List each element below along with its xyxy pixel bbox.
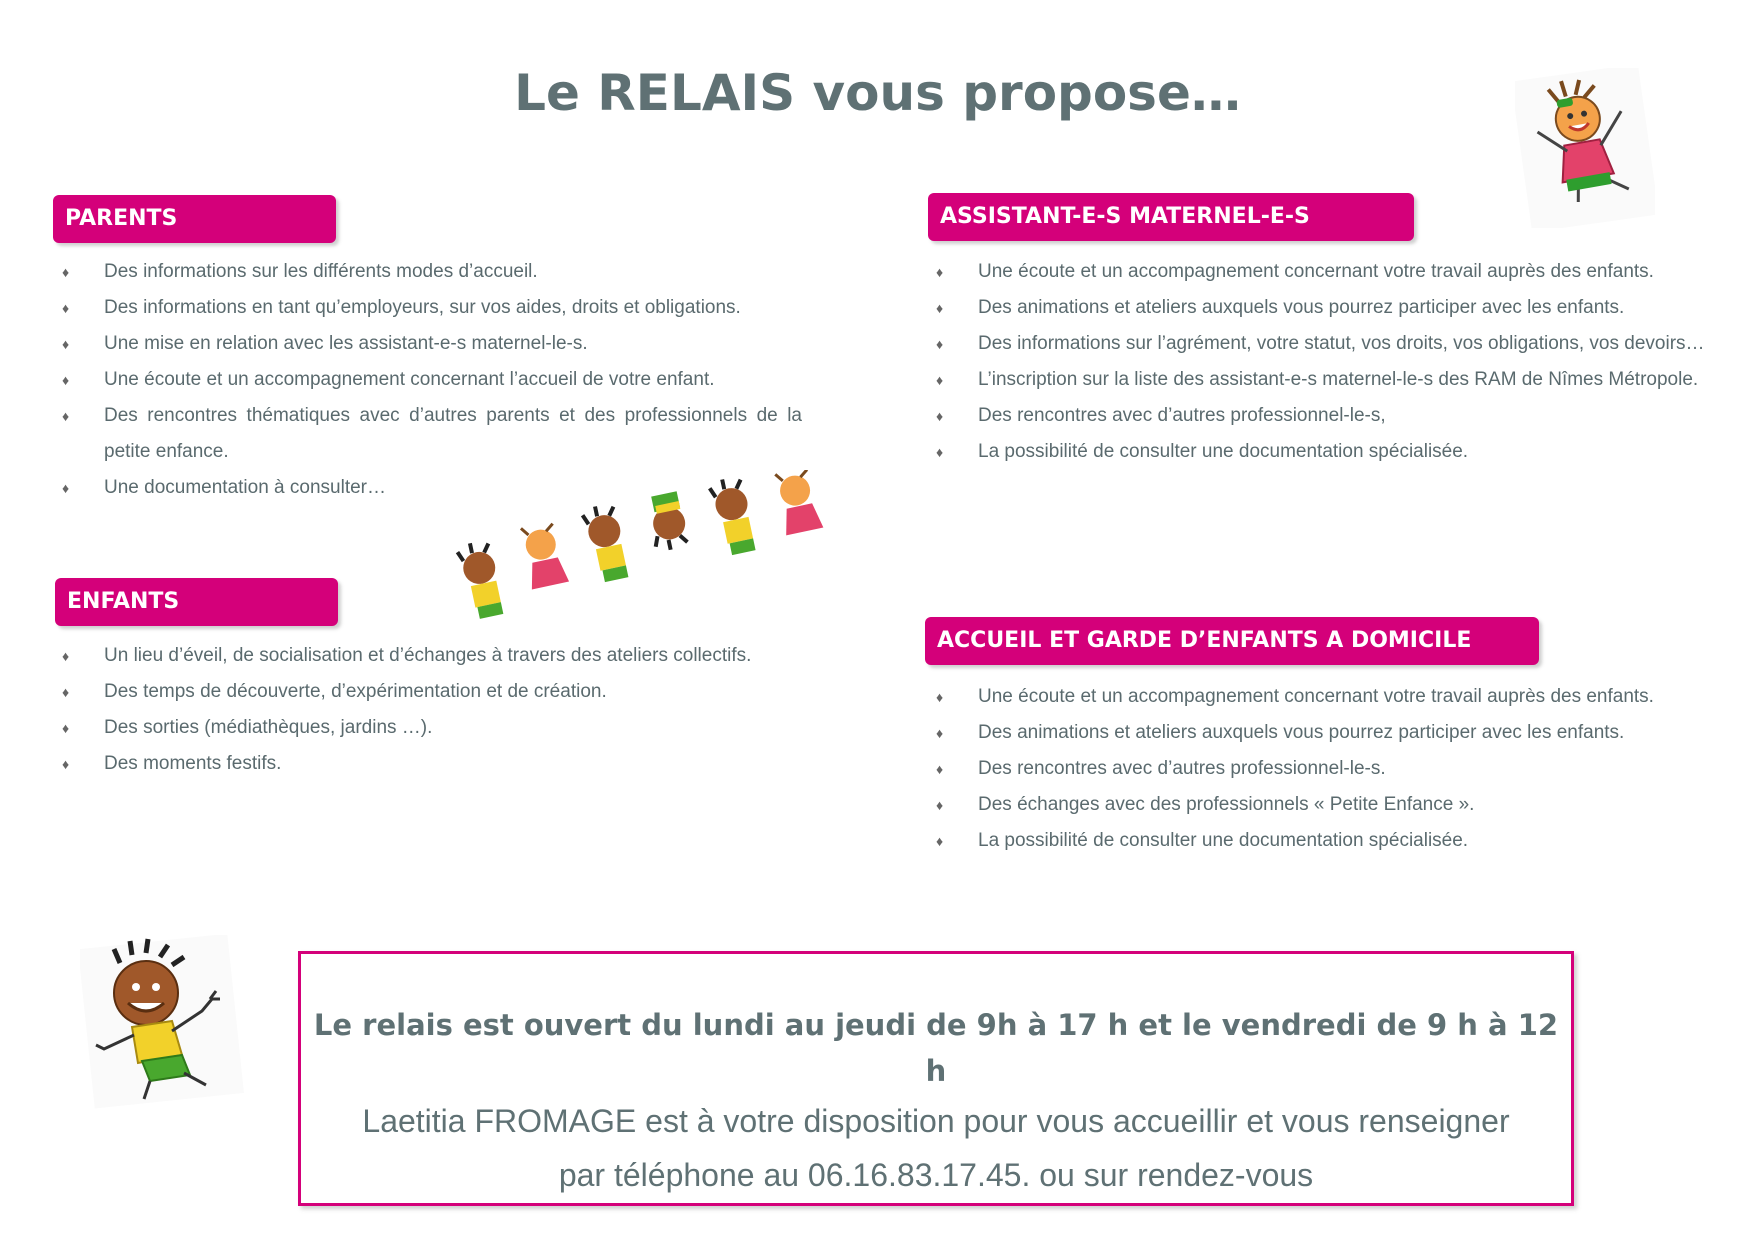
list-item-text: Des animations et ateliers auxquels vous pourrez participer avec les enfants. bbox=[978, 722, 1625, 743]
bullet-icon: ♦ bbox=[936, 408, 944, 424]
bullet-icon: ♦ bbox=[62, 372, 70, 388]
list-item bbox=[936, 751, 1706, 787]
section-header-assistants: ASSISTANT-E-S MATERNEL-E-S bbox=[928, 193, 1414, 241]
list-item-text: Une mise en relation avec les assistant-e-s maternel-le-s. bbox=[104, 333, 588, 354]
page-title: Le RELAIS vous propose… bbox=[514, 64, 1241, 122]
list-item bbox=[936, 715, 1706, 751]
enfants-list bbox=[62, 638, 802, 782]
bullet-icon: ♦ bbox=[936, 372, 944, 388]
list-item-text: Des moments festifs. bbox=[104, 753, 282, 774]
section-header-enfants: ENFANTS bbox=[55, 578, 338, 626]
domicile-list bbox=[936, 679, 1706, 859]
list-item-text: Des rencontres thématiques avec d’autres parents et des professionnels de la petite enfance. bbox=[104, 405, 802, 462]
bullet-icon: ♦ bbox=[62, 408, 70, 424]
list-item bbox=[936, 434, 1706, 470]
list-item bbox=[62, 326, 802, 362]
list-item-text: Un lieu d’éveil, de socialisation et d’échanges à travers des ateliers collectifs. bbox=[104, 645, 752, 666]
list-item-text: La possibilité de consulter une documentation spécialisée. bbox=[978, 830, 1469, 851]
bullet-icon: ♦ bbox=[936, 725, 944, 741]
kids-chain-icon bbox=[440, 470, 845, 620]
list-item bbox=[62, 710, 802, 746]
list-item bbox=[936, 290, 1706, 326]
list-item bbox=[936, 326, 1706, 362]
bullet-icon: ♦ bbox=[936, 761, 944, 777]
list-item-text: Des animations et ateliers auxquels vous pourrez participer avec les enfants. bbox=[978, 297, 1625, 318]
bullet-icon: ♦ bbox=[62, 756, 70, 772]
list-item-text: Des rencontres avec d’autres professionnel-le-s, bbox=[978, 405, 1386, 426]
bullet-icon: ♦ bbox=[62, 300, 70, 316]
bullet-icon: ♦ bbox=[62, 684, 70, 700]
list-item bbox=[62, 362, 802, 398]
list-item-text: Des informations sur les différents modes d’accueil. bbox=[104, 261, 538, 282]
list-item-text: Une écoute et un accompagnement concernant votre travail auprès des enfants. bbox=[978, 261, 1654, 282]
bullet-icon: ♦ bbox=[936, 797, 944, 813]
bullet-icon: ♦ bbox=[936, 300, 944, 316]
section-header-parents: PARENTS bbox=[53, 195, 336, 243]
bullet-icon: ♦ bbox=[62, 720, 70, 736]
bullet-icon: ♦ bbox=[62, 336, 70, 352]
list-item-text: Des informations en tant qu’employeurs, sur vos aides, droits et obligations. bbox=[104, 297, 741, 318]
list-item-text: Des informations sur l’agrément, votre statut, vos droits, vos obligations, vos devoirs… bbox=[978, 333, 1705, 354]
list-item bbox=[936, 679, 1706, 715]
bullet-icon: ♦ bbox=[62, 264, 70, 280]
contact-line-2: par téléphone au 06.16.83.17.45. ou sur rendez-vous bbox=[558, 1157, 1314, 1193]
list-item bbox=[936, 787, 1706, 823]
list-item-text: Une documentation à consulter… bbox=[104, 477, 386, 498]
list-item-text: Des temps de découverte, d’expérimentation et de création. bbox=[104, 681, 607, 702]
list-item bbox=[936, 362, 1706, 398]
girl-icon bbox=[1515, 68, 1655, 228]
list-item-text: La possibilité de consulter une documentation spécialisée. bbox=[978, 441, 1469, 462]
list-item bbox=[936, 398, 1706, 434]
list-item bbox=[62, 254, 802, 290]
bullet-icon: ♦ bbox=[62, 480, 70, 496]
list-item-text: L’inscription sur la liste des assistant-e-s maternel-le-s des RAM de Nîmes Métropole. bbox=[978, 369, 1699, 390]
boy-icon bbox=[80, 935, 245, 1110]
assistants-list bbox=[936, 254, 1706, 470]
opening-hours-box bbox=[298, 951, 1574, 1206]
section-header-domicile: ACCUEIL ET GARDE D’ENFANTS A DOMICILE bbox=[925, 617, 1539, 665]
opening-hours: Le relais est ouvert du lundi au jeudi de 9h à 17 h et le vendredi de 9 h à 12 h bbox=[313, 1008, 1559, 1088]
bullet-icon: ♦ bbox=[936, 689, 944, 705]
list-item bbox=[62, 290, 802, 326]
list-item bbox=[936, 254, 1706, 290]
bullet-icon: ♦ bbox=[936, 336, 944, 352]
bullet-icon: ♦ bbox=[936, 264, 944, 280]
bullet-icon: ♦ bbox=[936, 444, 944, 460]
list-item bbox=[62, 398, 802, 470]
list-item bbox=[62, 674, 802, 710]
contact-line-1: Laetitia FROMAGE est à votre disposition pour vous accueillir et vous renseigner bbox=[362, 1103, 1510, 1139]
list-item bbox=[936, 823, 1706, 859]
bullet-icon: ♦ bbox=[62, 648, 70, 664]
list-item bbox=[62, 746, 802, 782]
list-item bbox=[62, 638, 802, 674]
list-item-text: Des rencontres avec d’autres professionnel-le-s. bbox=[978, 758, 1386, 779]
list-item-text: Des échanges avec des professionnels « Petite Enfance ». bbox=[978, 794, 1475, 815]
list-item-text: Une écoute et un accompagnement concernant l’accueil de votre enfant. bbox=[104, 369, 715, 390]
parents-list bbox=[62, 254, 802, 506]
list-item-text: Des sorties (médiathèques, jardins …). bbox=[104, 717, 433, 738]
list-item-text: Une écoute et un accompagnement concernant votre travail auprès des enfants. bbox=[978, 686, 1654, 707]
bullet-icon: ♦ bbox=[936, 833, 944, 849]
